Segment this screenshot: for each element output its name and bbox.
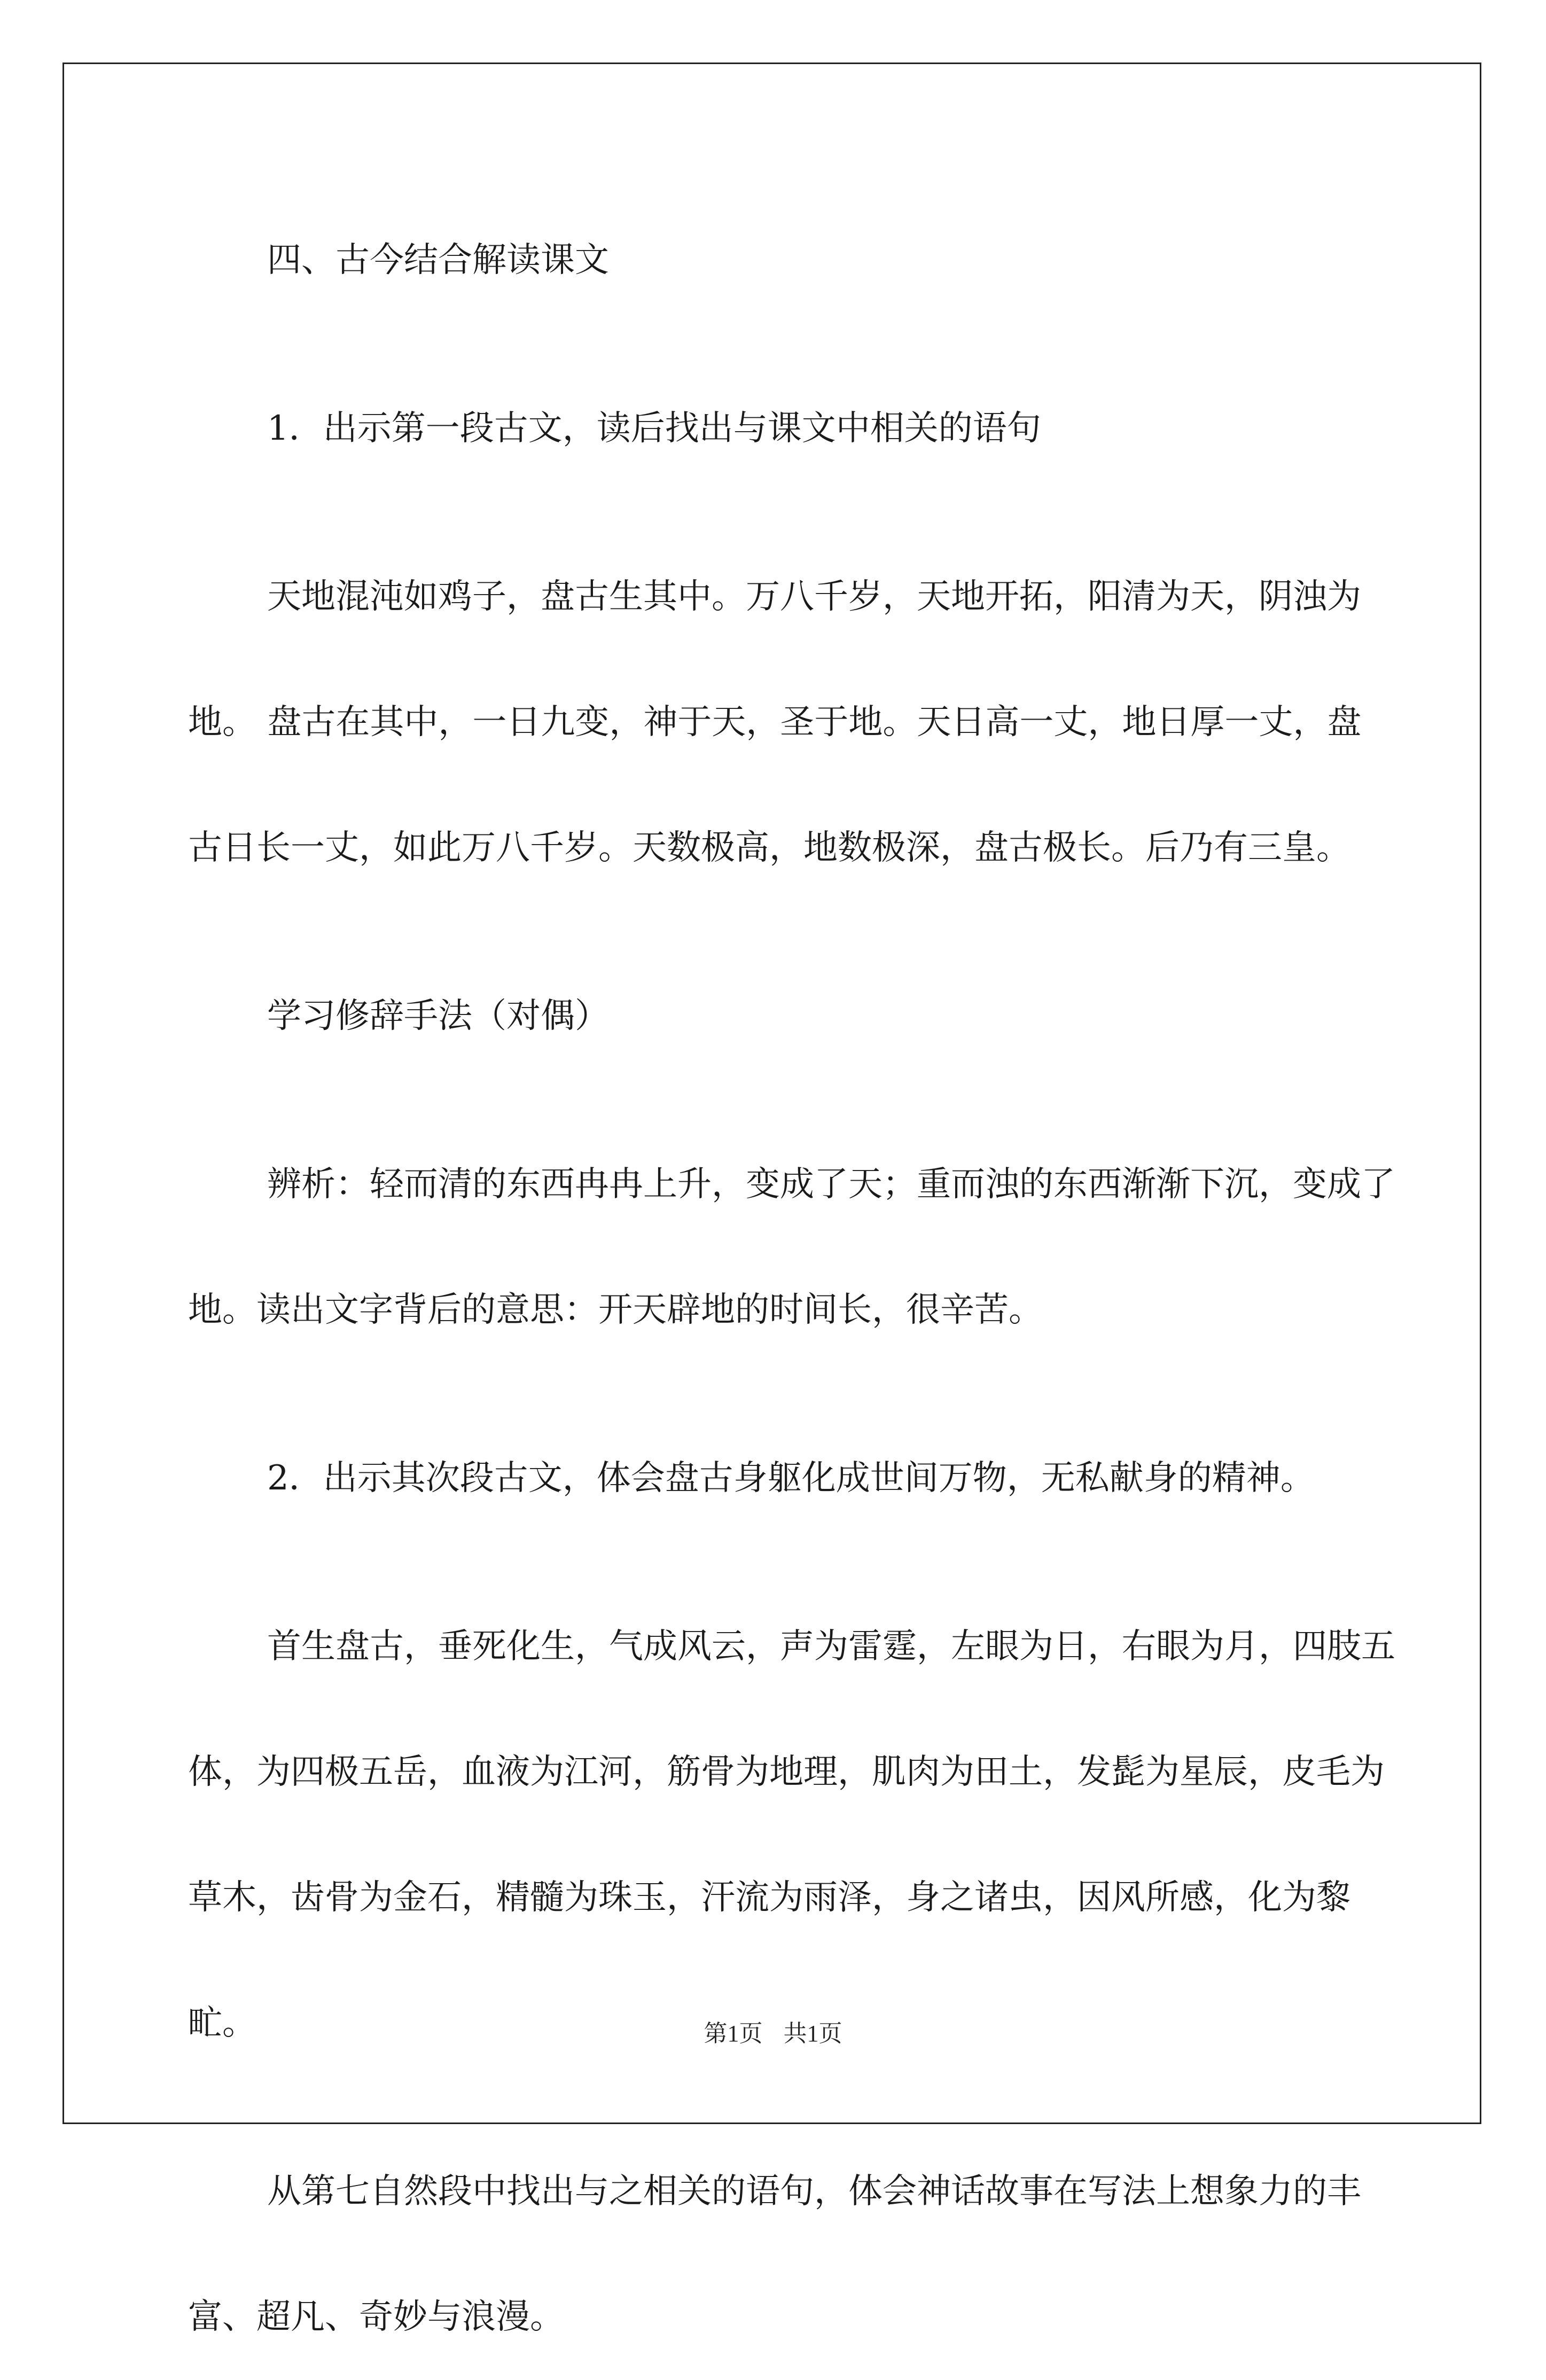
analysis-paragraph: 辨析：轻而清的东西冉冉上升，变成了天；重而浊的东西渐渐下沉，变成了地。读出文字背后的意思：开天辟地的时间长，很辛苦。	[188, 1165, 1395, 1330]
classical-text-paragraph-1: 天地混沌如鸡子，盘古生其中。万八千岁，天地开拓，阳清为天，阴浊为地。 盘古在其中，一日九变，神于天，圣于地。天日高一丈，地日厚一丈，盘古日长一丈，如此万八千岁。天数极高，地数极深，盘古极长。后乃有三皇。	[188, 577, 1362, 868]
page-total: 共1页	[783, 2020, 842, 2047]
page-number: 第1页	[704, 2020, 763, 2047]
page-footer	[0, 2014, 1546, 2048]
classical-text-paragraph-2: 首生盘古，垂死化生，气成风云，声为雷霆，左眼为日，右眼为月，四肢五体，为四极五岳，血液为江河，筋骨为地理，肌肉为田土，发髭为星辰，皮毛为草木，齿骨为金石，精髓为珠玉，汗流为雨泽，身之诸虫，因风所感，化为黎甿。	[188, 1627, 1395, 2043]
document-body	[188, 198, 1395, 2380]
section-heading: 四、古今结合解读课文	[267, 240, 609, 280]
step-two-heading: 2．出示其次段古文，体会盘古身躯化成世间万物，无私献身的精神。	[267, 1458, 1315, 1498]
step-one-heading: 1．出示第一段古文，读后找出与课文中相关的语句	[267, 409, 1041, 448]
rhetoric-heading: 学习修辞手法（对偶）	[267, 996, 609, 1036]
closing-paragraph: 从第七自然段中找出与之相关的语句，体会神话故事在写法上想象力的丰富、超凡、奇妙与浪漫。	[188, 2172, 1361, 2337]
